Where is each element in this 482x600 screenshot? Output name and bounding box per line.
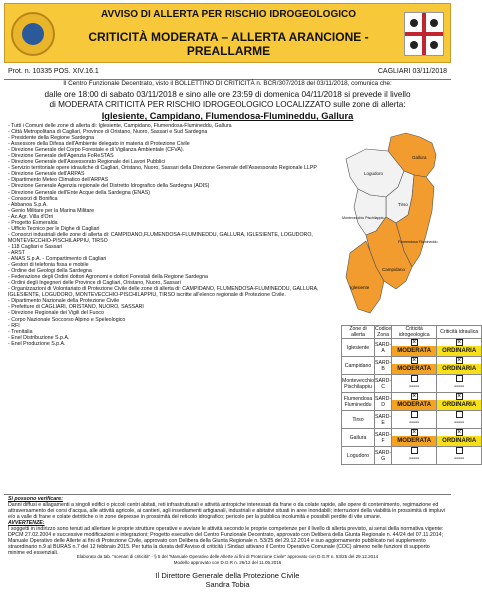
idrogeologica-cell bbox=[392, 339, 437, 357]
checkbox-icon bbox=[456, 375, 463, 382]
col-header-code: Codice Zona bbox=[375, 326, 392, 338]
map-label-campidano: Campidano bbox=[382, 267, 406, 272]
zone-code-cell: SARD-A bbox=[375, 339, 392, 357]
distribution-item: - Dipartimento Nazionale della Protezione Civile bbox=[8, 298, 120, 305]
checkbox-icon bbox=[456, 411, 463, 418]
table-row bbox=[342, 375, 482, 393]
zone-name-cell: Flumendosa Flumineddu bbox=[342, 393, 375, 411]
idraulica-cell bbox=[437, 447, 482, 465]
criticality-level: ----- bbox=[437, 418, 481, 428]
distribution-item: - Enel Distribuzione S.p.A. bbox=[8, 334, 70, 341]
distribution-item: - 118 Cagliari e Sassari bbox=[8, 243, 63, 250]
checkbox-icon: × bbox=[457, 339, 462, 346]
zone-name-cell: Campidano bbox=[342, 357, 375, 375]
distribution-item: - Consorzi di Bonifica bbox=[8, 195, 58, 202]
zone-code-cell: SARD-B bbox=[375, 357, 392, 375]
notes-section bbox=[8, 496, 447, 556]
distribution-item: - Città Metropolitana di Cagliari, Province di Oristano, Nuoro, Sassari e Sud Sardegna bbox=[8, 129, 208, 136]
checkbox-icon: × bbox=[412, 393, 417, 400]
distribution-item: - ARST bbox=[8, 249, 25, 256]
distribution-item: - Corpo Nazionale Soccorso Alpino e Speleologico bbox=[8, 316, 126, 323]
table-row bbox=[342, 357, 482, 375]
distribution-item: - Enel Produzione S.p.A. bbox=[8, 340, 66, 347]
distribution-item: - Presidente della Regione Sardegna bbox=[8, 135, 95, 142]
distribution-item: - ANAS S.p.A. - Compartimento di Cagliari bbox=[8, 256, 107, 263]
place-date: CAGLIARI 03/11/2018 bbox=[377, 68, 447, 75]
checkbox-icon bbox=[411, 411, 418, 418]
zone-name-cell: Tirso bbox=[342, 411, 375, 429]
table-row bbox=[342, 411, 482, 429]
criticality-level: MODERATA bbox=[392, 400, 436, 410]
document-header bbox=[4, 3, 451, 63]
map-label-montevecchio: Montevecchio Pischilappiu bbox=[342, 216, 385, 220]
distribution-item: - RFI bbox=[8, 322, 20, 329]
signature-title: Il Direttore Generale della Protezione Civile bbox=[155, 571, 300, 580]
distribution-item: - Ordine dei Geologi della Sardegna bbox=[8, 268, 92, 275]
idrogeologica-cell bbox=[392, 411, 437, 429]
criticality-level: ----- bbox=[437, 454, 481, 464]
table-row bbox=[342, 339, 482, 357]
zone-name-cell: Logudoro bbox=[342, 447, 375, 465]
map-label-tirso: Tirso bbox=[398, 202, 408, 207]
idraulica-cell bbox=[437, 429, 482, 447]
alert-period bbox=[4, 90, 451, 110]
table-row bbox=[342, 447, 482, 465]
checkbox-icon: × bbox=[457, 357, 462, 364]
distribution-item: - Gestori di telefonia fissa e mobile bbox=[8, 262, 89, 269]
effects-heading: Si possono verificare: bbox=[8, 496, 63, 502]
footnote bbox=[4, 554, 451, 565]
alert-zones-table bbox=[341, 325, 482, 465]
idraulica-cell bbox=[437, 339, 482, 357]
checkbox-icon: × bbox=[412, 429, 417, 436]
map-label-iglesiente: Iglesiente bbox=[350, 285, 370, 290]
distribution-item: - Abbanoa S.p.A. bbox=[8, 201, 48, 208]
distribution-item: - Organizzazioni di Volontariato di Protezione Civile delle zone di allerta di: CAMPIDANO, FLUMENDOSA-FLUMINEDDU, GALLURA, IGLESIENTE, LOGUDORO, MONTEVECCHIO-PISCHILAPPIU, TIRSO iscritte all'elenco regionale di Protezione Civile. bbox=[8, 286, 319, 299]
idrogeologica-cell bbox=[392, 447, 437, 465]
criticality-level: MODERATA bbox=[392, 346, 436, 356]
criticality-level: ORDINARIA bbox=[437, 364, 481, 374]
protocol-line bbox=[4, 67, 451, 78]
signature-name: Sandra Tobia bbox=[205, 580, 250, 589]
distribution-item: - Assessore della Difesa dell'Ambiente delegato in materia di Protezione Civile bbox=[8, 141, 190, 148]
distribution-item: - Direzione Generale dell'ARPAS bbox=[8, 171, 85, 178]
criticality-level: ----- bbox=[392, 418, 436, 428]
distribution-item: - Direzione Generale del Corpo Forestale e di Vigilanza Ambientale (CFVA). bbox=[8, 147, 185, 154]
footnote-line-1: Elaborato da tab. "scenari di criticità" - § 5 del "Manuale Operativo delle Allerte ai fini di Protezione Civile" approvato con D.G.R n. 53/25 del 29.12.2014 bbox=[76, 554, 379, 559]
document-title: AVVISO DI ALLERTA PER RISCHIO IDROGEOLOGICO bbox=[100, 9, 356, 20]
distribution-item: - Servizio territoriale opere idrauliche di Cagliari, Oristano, Nuoro, Sassari della Direzione Generale dell'Assessorato Regionale LLPP bbox=[8, 165, 317, 172]
distribution-list bbox=[8, 123, 334, 347]
distribution-item: - Progetto Esmeralda bbox=[8, 219, 58, 226]
criticality-level: ----- bbox=[437, 382, 481, 392]
alert-level-title: CRITICITÀ MODERATA – ALLERTA ARANCIONE - PREALLARME bbox=[88, 30, 369, 58]
idraulica-cell bbox=[437, 357, 482, 375]
checkbox-icon bbox=[456, 447, 463, 454]
sardegna-coat-of-arms-icon bbox=[404, 12, 444, 56]
zone-code-cell: SARD-F bbox=[375, 429, 392, 447]
idraulica-cell bbox=[437, 375, 482, 393]
distribution-item: - Trenitalia bbox=[8, 328, 33, 335]
checkbox-icon: × bbox=[412, 339, 417, 346]
distribution-item: - Federazione degli Ordini dottori Agronomi e dottori Forestali della Regione Sardegna bbox=[8, 274, 208, 281]
col-header-idrogeologica: Criticità idrogeologica bbox=[392, 326, 437, 339]
alert-zones-title: Iglesiente, Campidano, Flumendosa-Flumineddu, Gallura bbox=[101, 111, 354, 121]
protocol-number: Prot. n. 10335 POS. XIV.16.1 bbox=[8, 68, 99, 75]
distribution-item: - Direzione Generale dell'Agenzia FoReSTAS bbox=[8, 153, 114, 160]
idrogeologica-cell bbox=[392, 429, 437, 447]
idraulica-cell bbox=[437, 411, 482, 429]
idrogeologica-cell bbox=[392, 357, 437, 375]
alert-document bbox=[4, 3, 479, 597]
distribution-item: - Consorzi industriali delle zone di allerta di: CAMPIDANO,FLUMENDOSA-FLUMINEDDU, GALLURA, IGLESIENTE, LOGUDORO, MONTEVECCHIO-PISCHILAPPIU, TIRSO bbox=[8, 231, 313, 244]
idraulica-cell bbox=[437, 393, 482, 411]
checkbox-icon: × bbox=[457, 429, 462, 436]
protezione-civile-logo-icon bbox=[11, 12, 55, 56]
col-header-idraulica: Criticità idraulica bbox=[437, 326, 482, 339]
zone-name-cell: Iglesiente bbox=[342, 339, 375, 357]
checkbox-icon bbox=[411, 447, 418, 454]
map-label-logudoro: Logudoro bbox=[364, 171, 384, 176]
divider bbox=[4, 494, 451, 495]
table-row bbox=[342, 393, 482, 411]
distribution-item: - Ordini degli Ingegneri delle Province di Cagliari, Oristano, Nuoro, Sassari bbox=[8, 280, 181, 287]
map-label-flumendosa: Flumendosa Flumineddu bbox=[398, 240, 438, 244]
sardinia-alert-zones-map bbox=[336, 131, 444, 321]
criticality-level: ----- bbox=[392, 382, 436, 392]
zone-name-cell: Gallura bbox=[342, 429, 375, 447]
idrogeologica-cell bbox=[392, 375, 437, 393]
distribution-item: - Direzione Generale dell'Ente Acque della Sardegna (ENAS) bbox=[8, 189, 150, 196]
zone-code-cell: SARD-E bbox=[375, 411, 392, 429]
criticality-level: MODERATA bbox=[392, 436, 436, 446]
distribution-item: - Direzione Generale dell'Assessorato Regionale dei Lavori Pubblici bbox=[8, 159, 166, 166]
footnote-line-2: Modello approvato con D.G.R n. 26/12 del 11.05.2016 bbox=[173, 559, 282, 565]
criticality-level: ORDINARIA bbox=[437, 400, 481, 410]
checkbox-icon: × bbox=[412, 357, 417, 364]
criticality-level: ORDINARIA bbox=[437, 346, 481, 356]
distribution-item: - Az.Agr. Villa d'Orri bbox=[8, 213, 54, 220]
zone-code-cell: SARD-D bbox=[375, 393, 392, 411]
alert-period-line-1: dalle ore 18:00 di sabato 03/11/2018 e sino alle ore 23:59 di domenica 04/11/2018 si prevede il livello bbox=[44, 90, 411, 99]
distribution-item: - Ufficio Tecnico per le Dighe di Cagliari bbox=[8, 225, 100, 232]
signature-block bbox=[4, 571, 451, 589]
criticality-level: ORDINARIA bbox=[437, 436, 481, 446]
distribution-item: - Direzione Generale Agenzia regionale del Distretto Idrografico della Sardegna (ADIS) bbox=[8, 183, 210, 190]
zone-name-cell: Montevecchio Pischilappiu bbox=[342, 375, 375, 393]
zone-code-cell: SARD-C bbox=[375, 375, 392, 393]
distribution-item: - Genio Militare per la Marina Militare bbox=[8, 207, 95, 214]
checkbox-icon bbox=[411, 375, 418, 382]
warnings-text: I soggetti in indirizzo sono tenuti ad allertare le proprie strutture operative e avviare le attività secondo le proprie competenze per il livello di allerta previsto, ai sensi della normativa vigente: DPCM 27.02.2004 e successive modificazioni e integrazioni; Progetto esecutivo del Centro Funzionale Decentrato, approvato con Delibera della Giunta Regionale n. 44/24 del 07.11.2014; Manuale Operativo delle Allerte ai fini di Protezione Civile, approvato con Delibera della Giunta Regionale n. 53/25 del 29.12.2014 e suo aggiornamento pubblicato nel supplemento straordinario n.9 al BURAS n.7 del 12 febbraio 2015. Per tutta la durata dell'Avviso di criticità i Sindaci attivano il Centro Operativo Comunale (COC) almeno nelle funzioni di supporto minime ed essenziali. bbox=[8, 526, 444, 556]
zone-code-cell: SARD-G bbox=[375, 447, 392, 465]
alert-period-line-2: di MODERATA CRITICITÀ PER RISCHIO IDROGEOLOGICO LOCALIZZATO sulle zone di allerta: bbox=[49, 100, 406, 109]
distribution-item: - Dipartimento Meteo Climatico dell'ARPAS bbox=[8, 177, 109, 184]
map-label-gallura: Gallura bbox=[412, 155, 427, 160]
distribution-item: - Direzione Regionale dei Vigili del Fuoco bbox=[8, 310, 104, 317]
col-header-zone: Zone di allerta bbox=[342, 326, 375, 339]
idrogeologica-cell bbox=[392, 393, 437, 411]
distribution-item: - Prefetture di CAGLIARI, ORISTANO, NUORO, SASSARI bbox=[8, 304, 144, 311]
table-row bbox=[342, 429, 482, 447]
criticality-level: MODERATA bbox=[392, 364, 436, 374]
warnings-heading: AVVERTENZE: bbox=[8, 520, 45, 526]
distribution-item: - Tutti i Comuni delle zone di allerta di: Iglesiente, Campidano, Flumendosa-Flumineddu, Gallura bbox=[8, 123, 232, 129]
intro-text: Il Centro Funzionale Decentrato, visto il BOLLETTINO DI CRITICITÀ n. BCR/307/2018 del 03/11/2018, comunica che: bbox=[63, 80, 392, 87]
criticality-level: ----- bbox=[392, 454, 436, 464]
effects-text: Danni diffusi e allagamenti a singoli edifici o piccoli centri abitati, reti infrastrutturali e attività antropiche interessati da frane o da colate rapide, alle opere di contenimento, regimazione ed attraversamento dei corsi d'acqua, alle attività agricole, ai cantieri, agli insediamenti artigianali, industriali e abitativi situati in aree inondabili; interruzioni della viabilità in prossimità di impluvi e/o a valle di frane e colate detritiche o in zone depresse in prossimità del reticolo idrografico; pericolo per la pubblica incolumità e possibili perdite di vite umane. bbox=[8, 502, 445, 520]
checkbox-icon: × bbox=[457, 393, 462, 400]
